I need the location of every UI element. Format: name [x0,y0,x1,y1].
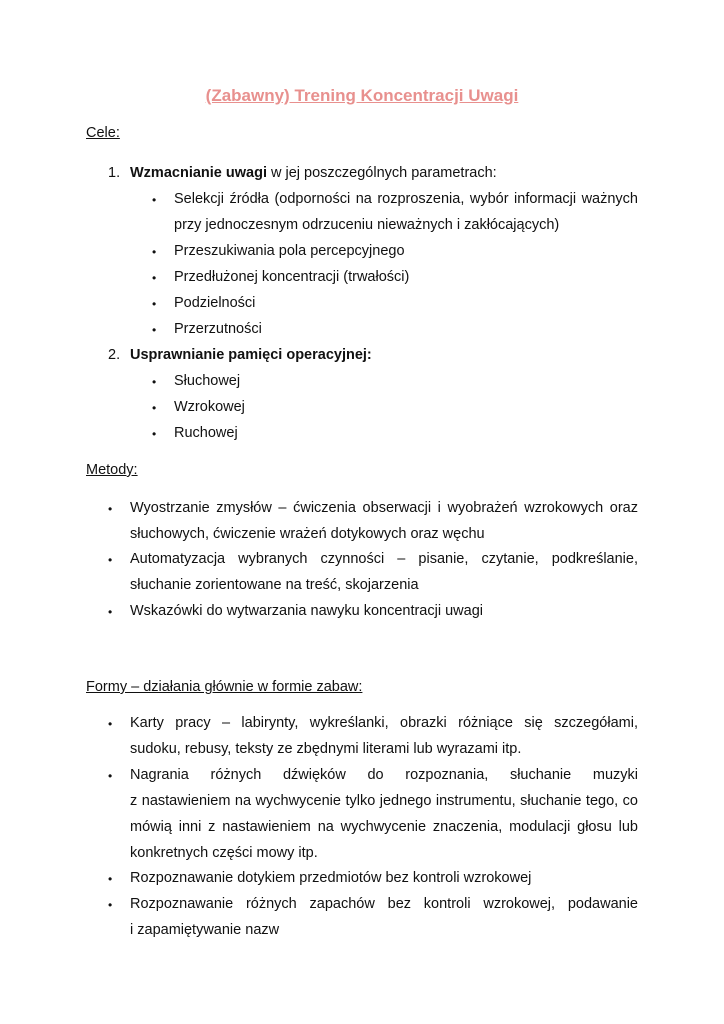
method-text: słuchowych, ćwiczenie wrażeń dotykowych oraz węchu [130,526,485,542]
bullet-icon: • [152,427,157,441]
bullet-icon: • [152,271,157,285]
bullet-icon: • [108,605,113,619]
form-text: Karty pracy – labirynty, wykreślanki, obrazki różniące się szczegółami, [130,715,638,731]
bullet-icon: • [108,717,113,731]
method-text: Wyostrzanie zmysłów – ćwiczenia obserwacji i wyobrażeń wzrokowych oraz [130,500,638,516]
method-text: Wskazówki do wytwarzania nawyku koncentracji uwagi [130,603,483,619]
form-text: konkretnych części mowy itp. [130,845,318,861]
form-text: sudoku, rebusy, teksty ze zbędnymi literami lub wyrazami itp. [130,741,522,757]
sub-item-text: Przerzutności [174,321,262,337]
form-text: Rozpoznawanie dotykiem przedmiotów bez kontroli wzrokowej [130,870,532,886]
sub-item-text: Podzielności [174,295,256,311]
bullet-icon: • [152,297,157,311]
goal-2-text [130,347,372,363]
goal-1-text [130,165,497,181]
form-text: z nastawieniem na wychwycenie tylko jednego instrumentu, słuchanie tego, co [130,793,638,809]
form-text: Nagrania różnych dźwięków do rozpoznania, słuchanie muzyki [130,767,638,783]
sub-item-text: przy jednoczesnym odrzuceniu nieważnych i zakłócających) [174,217,560,233]
sub-item-text: Wzrokowej [174,399,245,415]
form-text: mówią inni z nastawieniem na wychwycenie znaczenia, modulacji głosu lub [130,819,638,835]
bullet-icon: • [108,898,113,912]
goal-1-bold: Wzmacnianie uwagi [130,165,267,181]
bullet-icon: • [152,401,157,415]
document-title: (Zabawny) Trening Koncentracji Uwagi [205,86,519,105]
method-text: słuchanie zorientowane na treść, skojarzenia [130,577,419,593]
bullet-icon: • [152,375,157,389]
sub-item-text: Przedłużonej koncentracji (trwałości) [174,269,410,285]
sub-item-text: Słuchowej [174,373,241,389]
method-text: Automatyzacja wybranych czynności – pisanie, czytanie, podkreślanie, [130,551,638,567]
bullet-icon: • [108,769,113,783]
goal-1-rest: w jej poszczególnych parametrach: [266,165,497,181]
cele-heading: Cele: [86,125,120,141]
sub-item-text: Przeszukiwania pola percepcyjnego [174,243,405,259]
metody-heading: Metody: [86,462,138,478]
bullet-icon: • [152,245,157,259]
form-text: Rozpoznawanie różnych zapachów bez kontroli wzrokowej, podawanie [130,896,638,912]
bullet-icon: • [152,323,157,337]
sub-item-text: Ruchowej [174,425,238,441]
bullet-icon: • [152,193,157,207]
form-text: i zapamiętywanie nazw [130,922,280,938]
goal-2-bold: Usprawnianie pamięci operacyjnej: [130,347,372,363]
list-number: 2. [108,347,121,363]
bullet-icon: • [108,553,113,567]
bullet-icon: • [108,872,113,886]
bullet-icon: • [108,502,113,516]
list-number: 1. [108,165,121,181]
formy-heading: Formy – działania głównie w formie zabaw: [86,679,363,695]
sub-item-text: Selekcji źródła (odporności na rozproszenia, wybór informacji ważnych [174,191,638,207]
